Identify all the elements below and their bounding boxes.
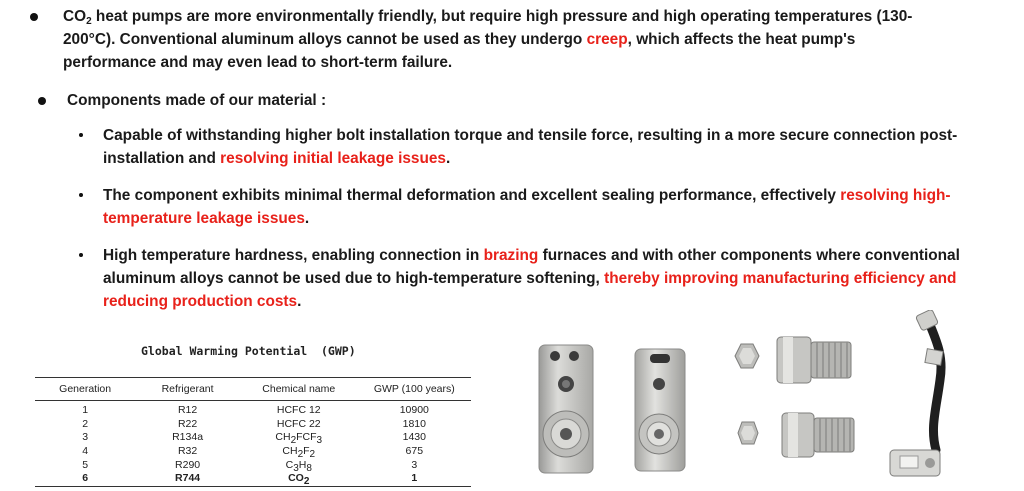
text: 3 bbox=[293, 462, 299, 474]
text: CH bbox=[282, 445, 298, 458]
text: , which affects the heat pump's bbox=[627, 31, 856, 48]
bullet-components-heading: Components made of our material : bbox=[67, 92, 327, 109]
table-cell: 3 bbox=[82, 431, 89, 444]
sub-bullet-dot bbox=[79, 133, 83, 137]
text: H bbox=[298, 458, 307, 471]
highlight: temperature leakage issues bbox=[103, 210, 305, 227]
nut-fitting-photo bbox=[736, 420, 760, 446]
text: 3 bbox=[316, 435, 323, 447]
text: 2 bbox=[303, 476, 310, 488]
sub-bullet-thermal bbox=[103, 184, 951, 230]
table-row bbox=[35, 445, 471, 459]
table-cell: R22 bbox=[177, 417, 198, 430]
text: 2 bbox=[86, 16, 92, 27]
table-cell: R12 bbox=[177, 404, 198, 417]
table-cell: 3 bbox=[411, 458, 418, 471]
threaded-connector-photo bbox=[780, 409, 858, 461]
text: CH bbox=[275, 431, 291, 444]
threaded-connector-photo bbox=[775, 331, 855, 389]
text: 2 bbox=[297, 449, 304, 461]
table-cell: 1810 bbox=[402, 417, 426, 430]
text: . bbox=[297, 293, 302, 310]
bullet-dot bbox=[38, 97, 46, 105]
table-cell: 1 bbox=[82, 404, 89, 417]
sub-bullet-torque bbox=[103, 124, 957, 170]
table-header-row bbox=[35, 378, 471, 401]
table-cell: R290 bbox=[175, 458, 201, 471]
table-row bbox=[35, 458, 471, 472]
sub-bullet-dot bbox=[79, 253, 83, 257]
table-row bbox=[35, 431, 471, 445]
sub-bullet-dot bbox=[79, 193, 83, 197]
table-cell: HCFC 12 bbox=[276, 404, 321, 417]
table-cell: R744 bbox=[135, 472, 240, 486]
text: FCF bbox=[296, 431, 317, 444]
gwp-table bbox=[35, 377, 471, 487]
text: . bbox=[304, 210, 310, 227]
table-cell: HCFC 22 bbox=[276, 417, 321, 430]
column-header: Chemical name bbox=[240, 378, 358, 401]
text: 200°C). Conventional aluminum alloys cannot be used as they undergo bbox=[63, 31, 587, 48]
text: heat pumps are more environmentally friendly, but require high pressure and high operating temperatures (130- bbox=[91, 8, 913, 25]
text: CO bbox=[288, 472, 304, 485]
text: High temperature hardness, enabling connection in bbox=[103, 247, 484, 264]
expansion-block-photo bbox=[632, 346, 688, 474]
table-cell: 1430 bbox=[402, 431, 426, 444]
table-cell: 5 bbox=[82, 458, 89, 471]
text: furnaces and with other components where conventional bbox=[538, 247, 960, 264]
highlight: reducing production costs bbox=[103, 293, 298, 310]
highlight: resolving high- bbox=[840, 187, 951, 204]
table-cell bbox=[240, 445, 358, 459]
table-title: Global Warming Potential (GWP) bbox=[141, 344, 356, 358]
text: 2 bbox=[309, 449, 316, 461]
text: Capable of withstanding higher bolt installation torque and tensile force, resulting in a more secure connection post- bbox=[103, 127, 958, 144]
table-cell bbox=[240, 431, 358, 445]
text: installation and bbox=[103, 150, 221, 167]
highlight: thereby improving manufacturing efficiency and bbox=[604, 270, 957, 287]
table-row bbox=[35, 418, 471, 432]
table-row bbox=[35, 472, 471, 486]
table-cell: 1 bbox=[358, 472, 471, 486]
table-cell: 10900 bbox=[399, 404, 429, 417]
table-cell: 6 bbox=[35, 472, 135, 486]
text: CO bbox=[63, 8, 87, 25]
highlight: resolving initial leakage issues bbox=[220, 150, 446, 167]
text: C bbox=[285, 458, 294, 471]
text: aluminum alloys cannot be used due to high-temperature softening, bbox=[103, 270, 605, 287]
highlight-brazing: brazing bbox=[483, 247, 539, 264]
text: 8 bbox=[306, 462, 312, 474]
expansion-block-photo bbox=[536, 342, 596, 476]
column-header: GWP (100 years) bbox=[358, 378, 471, 401]
table-cell bbox=[240, 458, 358, 472]
nut-fitting-photo bbox=[733, 342, 761, 370]
text: . bbox=[446, 150, 451, 167]
table-row bbox=[35, 401, 471, 418]
sub-bullet-hardness bbox=[103, 244, 960, 313]
table-cell: R32 bbox=[177, 445, 198, 458]
column-header: Refrigerant bbox=[135, 378, 240, 401]
text: 2 bbox=[290, 435, 297, 447]
highlight-creep: creep bbox=[586, 31, 628, 48]
text: F bbox=[303, 445, 310, 458]
bullet-dot bbox=[30, 13, 38, 21]
hose-assembly-photo bbox=[878, 310, 958, 486]
text: performance and may even lead to short-term failure. bbox=[63, 54, 453, 71]
column-header: Generation bbox=[35, 378, 135, 401]
table-cell: 2 bbox=[82, 417, 89, 430]
table-cell: 4 bbox=[82, 445, 89, 458]
table-cell: R134a bbox=[172, 431, 204, 444]
bullet-co2-paragraph bbox=[63, 5, 1018, 74]
table-cell: 675 bbox=[405, 445, 424, 458]
table-cell bbox=[240, 472, 358, 486]
text: The component exhibits minimal thermal deformation and excellent sealing performance, effectively bbox=[103, 187, 841, 204]
